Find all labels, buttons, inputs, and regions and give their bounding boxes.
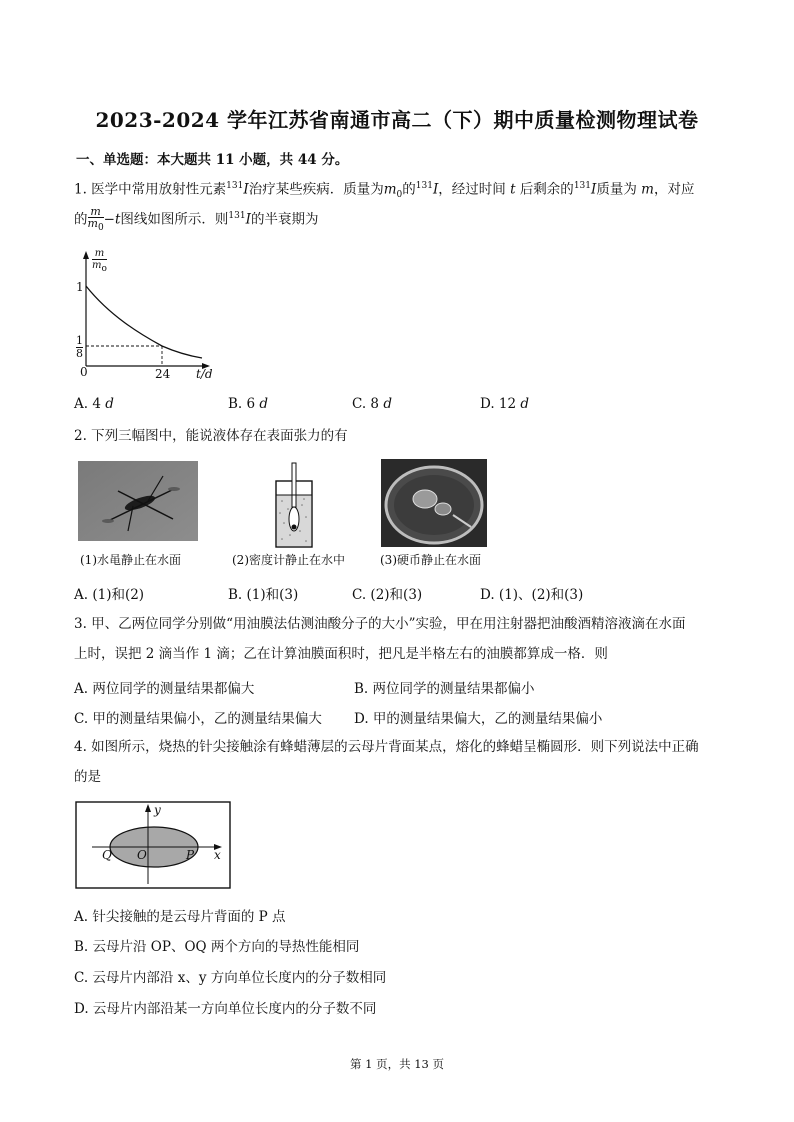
q1-option-c-unit: d [383,396,392,412]
q4-option-c[interactable]: C. 云母片内部沿 x、y 方向单位长度内的分子数相同 [74,970,387,986]
q4-option-a[interactable]: A. 针尖接触的是云母片背面的 P 点 [74,909,286,925]
q2-option-b[interactable]: B. (1)和(3) [228,587,299,603]
q1-option-b-text: B. 6 [228,396,256,412]
q1-stem-line2 [74,203,724,234]
page-footer: 第 1 页，共 13 页 [349,1057,445,1071]
q3-stem-line1: 3. 甲、乙两位同学分别做“用油膜法估测油酸分子的大小”实验，甲在用注射器把油酸酒精溶液滴在水面 [74,616,686,632]
q1-frac-den: m [87,216,98,230]
q2-option-d[interactable]: D. (1)、(2)和(3) [480,587,584,603]
q1-text-a: 1. 医学中常用放射性元素 [74,181,227,198]
q1-isotope-mass-4: 131 [228,211,246,221]
q1-text-j: 的半衰期为 [250,211,319,228]
q4-label-o: O [137,848,147,862]
q1-option-b[interactable] [228,396,268,412]
q4-label-q: Q [102,848,112,862]
page-title: 2023-2024 学年江苏省南通市高二（下）期中质量检测物理试卷 [95,108,699,132]
q4-label-p: P [186,848,195,862]
q3-option-b[interactable]: B. 两位同学的测量结果都偏小 [354,681,535,697]
q1-text-d: ，经过时间 [438,181,506,198]
q1-m0-sub: 0 [396,190,403,201]
q3-option-c[interactable]: C. 甲的测量结果偏小，乙的测量结果偏大 [74,711,322,727]
q2-caption-1: (1)水黾静止在水面 [80,553,181,567]
q1-option-a-unit: d [105,396,114,412]
ytick-den: 8 [76,347,83,360]
q1-t-2: t [114,211,121,228]
q1-text-f: 质量为 [596,181,637,198]
q2-diagram-hydrometer [270,461,320,551]
q1-option-a[interactable] [74,396,114,412]
q1-isotope-mass: 131 [226,181,244,191]
q2-stem: 2. 下列三幅图中，能说液体存在表面张力的有 [74,428,348,444]
q1-option-c-text: C. 8 [352,396,380,412]
q1-text-b: 治疗某些疾病．质量为 [248,181,384,198]
ylabel-num: m [94,248,105,259]
q1-t: t [510,181,516,198]
q4-option-b[interactable]: B. 云母片沿 OP、OQ 两个方向的导热性能相同 [74,939,360,955]
q1-option-d-unit: d [520,396,530,412]
q1-text-h: 的 [74,211,88,228]
q1-xlabel: t/d [196,367,213,381]
q1-xtick-24: 24 [155,367,171,381]
q1-isotope-symbol-2: I [432,181,439,198]
q2-option-a[interactable]: A. (1)和(2) [74,587,145,603]
q1-graph-ylabel [92,248,107,275]
q4-stem-line2: 的是 [74,769,101,785]
q1-option-b-unit: d [259,396,269,412]
q1-frac-num: m [90,204,101,218]
q1-text-c: 的 [402,181,416,198]
q1-m: m [641,181,654,198]
q2-photo-water-strider [78,461,198,541]
q1-minus: − [103,211,115,228]
q2-option-c[interactable]: C. (2)和(3) [352,587,423,603]
q1-text-g: ，对应 [653,181,695,198]
q1-isotope-symbol-4: I [245,211,251,228]
q2-caption-2: (2)密度计静止在水中 [232,553,345,567]
q1-isotope-symbol: I [243,181,249,198]
q1-text-i: 图线如图所示．则 [120,211,229,228]
q1-isotope-mass-2: 131 [415,181,433,191]
q1-option-d[interactable] [480,396,529,412]
q2-photo-coin [381,459,487,547]
q1-text-e: 后剩余的 [519,181,574,198]
q1-m0: m [383,181,397,198]
q4-label-x: x [214,848,221,862]
decay-curve [86,286,202,358]
section-heading: 一、单选题：本大题共 11 小题，共 44 分。 [76,152,349,168]
y-axis-arrow [83,251,89,259]
q1-origin-label: 0 [80,365,88,379]
q4-stem-line1: 4. 如图所示，烧热的针尖接触涂有蜂蜡薄层的云母片背面某点，熔化的蜂蜡呈椭圆形．则下列说法中正确 [74,739,699,755]
q1-frac-den-sub: 0 [97,223,104,234]
q1-isotope-symbol-3: I [591,181,597,198]
ytick-num: 1 [76,334,83,347]
q3-option-d[interactable]: D. 甲的测量结果偏大，乙的测量结果偏小 [354,711,603,727]
q1-fraction [88,206,104,234]
q1-ytick-eighth [76,335,83,360]
q1-isotope-mass-3: 131 [573,181,591,191]
q4-option-d[interactable]: D. 云母片内部沿某一方向单位长度内的分子数不同 [74,1001,377,1017]
q1-option-c[interactable] [352,396,392,412]
q3-option-a[interactable]: A. 两位同学的测量结果都偏大 [74,681,255,697]
ylabel-den-sub: o [101,264,107,274]
q4-label-y: y [154,803,161,817]
q1-option-d-text: D. 12 [480,396,517,412]
q2-caption-3: (3)硬币静止在水面 [380,553,481,567]
q1-option-a-text: A. 4 [74,396,101,412]
q1-ytick-1: 1 [76,280,84,294]
q3-stem-line2: 上时，误把 2 滴当作 1 滴；乙在计算油膜面积时，把凡是半格左右的油膜都算成一格．则 [74,646,608,662]
ylabel-den: m [92,260,102,271]
